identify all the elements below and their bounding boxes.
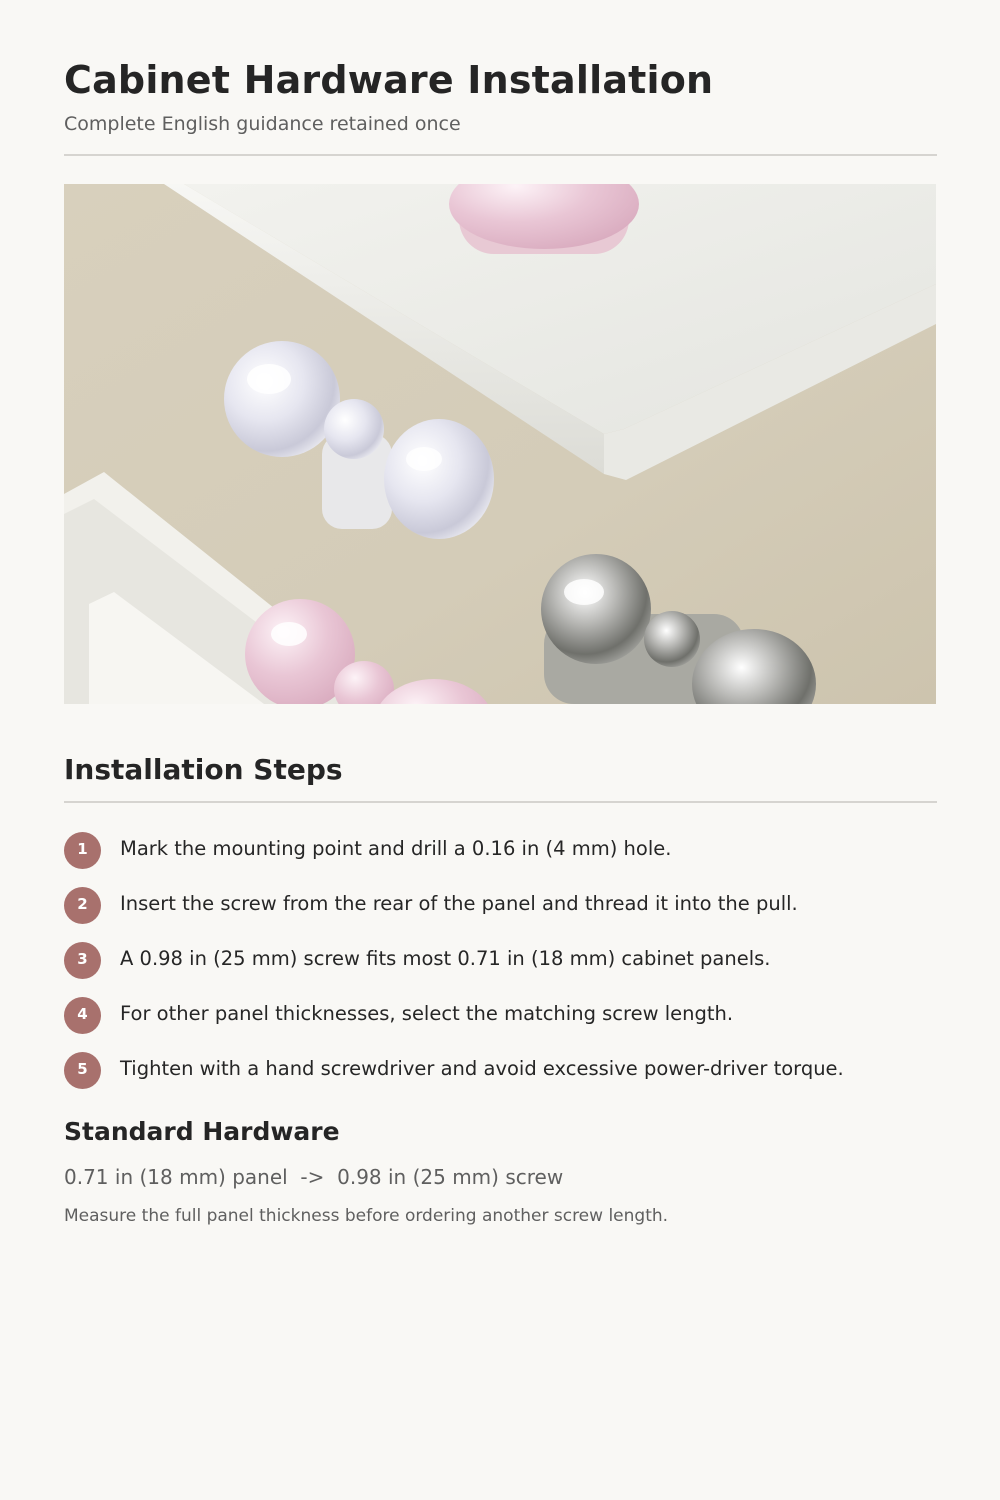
steps-list — [64, 831, 937, 1106]
step-item — [64, 941, 937, 996]
step-item — [64, 831, 937, 886]
step-text: For other panel thicknesses, select the matching screw length. — [120, 1002, 734, 1025]
step-text: A 0.98 in (25 mm) screw fits most 0.71 in (18 mm) cabinet panels. — [120, 947, 771, 970]
hardware-spec: 0.71 in (18 mm) panel -> 0.98 in (25 mm) screw — [64, 1165, 564, 1189]
steps-heading: Installation Steps — [64, 753, 343, 786]
hardware-heading: Standard Hardware — [64, 1117, 340, 1146]
step-text: Tighten with a hand screwdriver and avoid excessive power-driver torque. — [120, 1057, 844, 1080]
pink-knob-top — [449, 184, 639, 254]
product-photo — [64, 184, 936, 704]
step-number-badge: 5 — [64, 1052, 101, 1089]
step-text: Mark the mounting point and drill a 0.16 in (4 mm) hole. — [120, 837, 672, 860]
step-item — [64, 996, 937, 1051]
steps-divider — [64, 801, 937, 803]
step-text: Insert the screw from the rear of the panel and thread it into the pull. — [120, 892, 798, 915]
step-number-badge: 1 — [64, 832, 101, 869]
step-item — [64, 1051, 937, 1106]
step-number-badge: 4 — [64, 997, 101, 1034]
header-divider — [64, 154, 937, 156]
step-number-badge: 3 — [64, 942, 101, 979]
hardware-note: Measure the full panel thickness before ordering another screw length. — [64, 1206, 669, 1226]
page-subtitle: Complete English guidance retained once — [64, 113, 461, 135]
step-number-badge: 2 — [64, 887, 101, 924]
step-item — [64, 886, 937, 941]
page-title: Cabinet Hardware Installation — [64, 58, 714, 102]
